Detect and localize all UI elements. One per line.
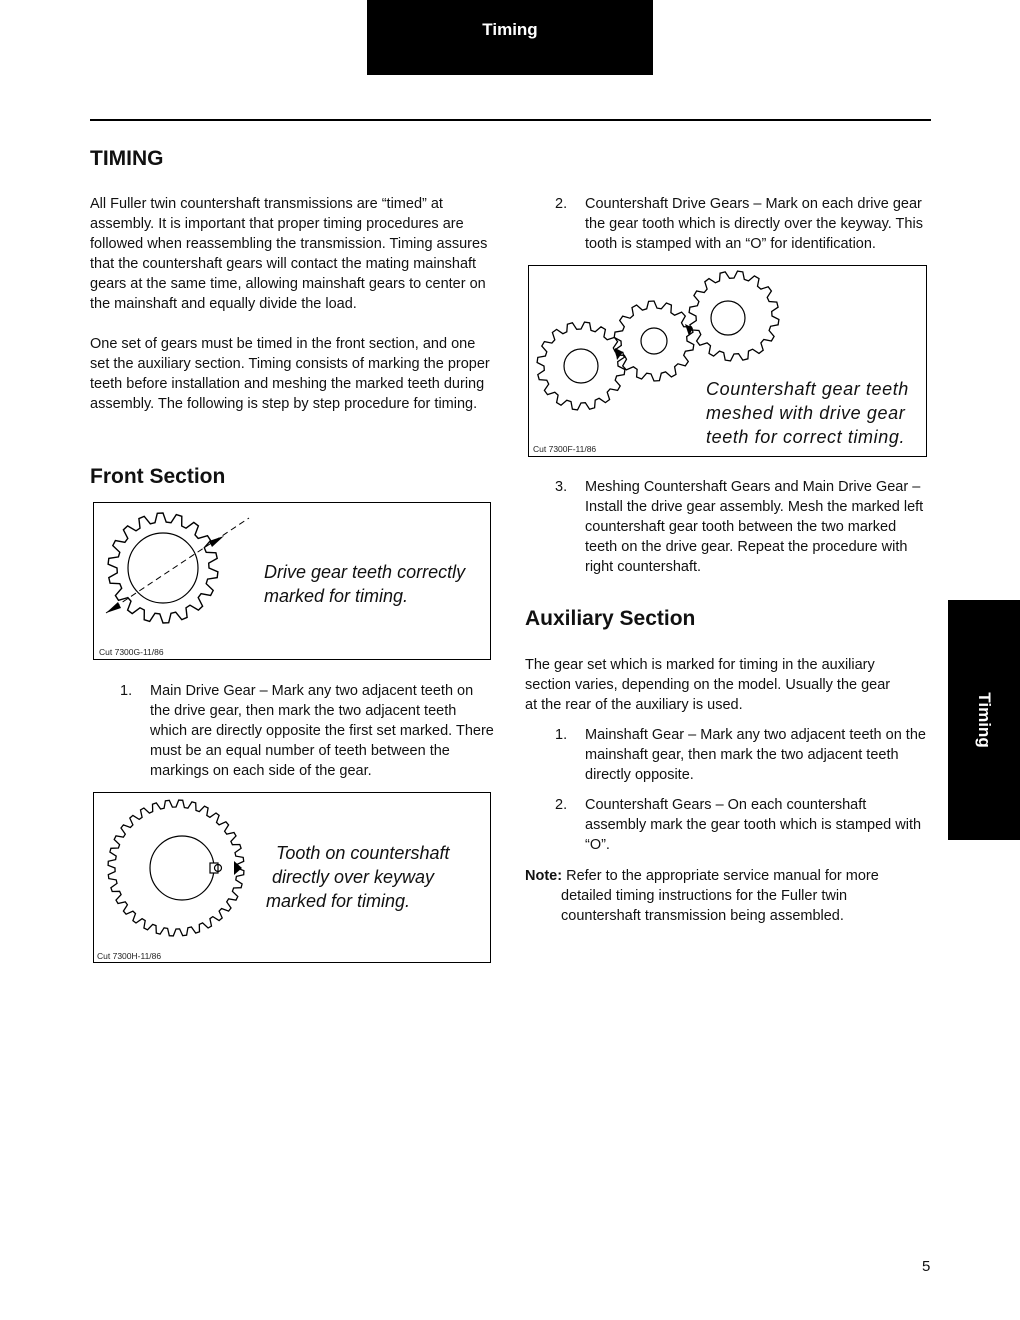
front-section-heading: Front Section — [90, 465, 226, 488]
fig2-caption-line2: directly over keyway — [272, 867, 435, 887]
note-text: Refer to the appropriate service manual for more detailed timing instructions for the Fuller twin countershaft transmission being assembled. — [561, 868, 879, 924]
fig2-caption-line3: marked for timing. — [266, 891, 411, 911]
fig2-cut-number: Cut 7300H-11/86 — [97, 951, 162, 961]
fig3-cut-number: Cut 7300F-11/86 — [533, 444, 597, 454]
fig3-caption-line3: teeth for correct timing. — [706, 427, 906, 447]
gear-outline — [108, 800, 244, 936]
header-tab — [367, 0, 653, 75]
page-number: 5 — [922, 1258, 931, 1275]
item3-text: Meshing Countershaft Gears and Main Drive Gear – Install the drive gear assembly. Mesh the marked left countershaft gear tooth between the two marked teeth on the drive gear. Repeat the procedure with right countershaft. — [585, 479, 924, 575]
auxiliary-paragraph: The gear set which is marked for timing in the auxiliary section varies, depending on the model. Usually the gear at the rear of the auxiliary is used. — [525, 657, 891, 713]
aux-item1-number: 1. — [555, 727, 568, 743]
page-title: TIMING — [90, 147, 164, 170]
fig1-caption-line2: marked for timing. — [264, 586, 409, 606]
intro-paragraph: All Fuller twin countershaft transmissions are “timed” at assembly. It is important that proper timing procedures are followed when reassembling the transmission. Timing assures that the countershaft gears will contact the mating mainshaft gears at the same time, allowing mainshaft gears to center on the mainshaft and equally divide the load. — [90, 196, 488, 312]
item3-number: 3. — [555, 479, 568, 495]
aux-item2-number: 2. — [555, 797, 568, 813]
timing-paragraph: One set of gears must be timed in the front section, and one set the auxiliary section. Timing consists of marking the proper teeth before installation and meshing the marked teeth during assembly. The following is step by step procedure for timing. — [90, 336, 490, 412]
item1-text: Main Drive Gear – Mark any two adjacent teeth on the drive gear, then mark the two adjacent teeth which are directly opposite the first set marked. There must be an equal number of teeth between the markings on each side of the gear. — [150, 683, 494, 779]
gear-outline — [614, 301, 694, 381]
side-tab-label: Timing — [975, 692, 994, 748]
fig3-caption-line2: meshed with drive gear — [706, 403, 906, 423]
note-block — [525, 866, 930, 926]
item2-text: Countershaft Drive Gears – Mark on each drive gear the gear tooth which is directly over the keyway. This tooth is stamped with an “O” for identification. — [585, 196, 923, 252]
fig1-caption-line1: Drive gear teeth correctly — [264, 562, 466, 582]
auxiliary-section-heading: Auxiliary Section — [525, 607, 696, 630]
side-tab — [948, 600, 1020, 840]
note-label: Note: — [525, 868, 563, 884]
gear-outline — [689, 271, 779, 361]
fig2-caption-line1: Tooth on countershaft — [276, 843, 450, 863]
gear-outline — [537, 322, 625, 410]
aux-item2-text: Countershaft Gears – On each countershaft assembly mark the gear tooth which is stamped with “O”. — [585, 797, 922, 853]
fig3-caption-line1: Countershaft gear teeth — [706, 379, 909, 399]
item2-number: 2. — [555, 196, 568, 212]
fig1-cut-number: Cut 7300G-11/86 — [99, 647, 164, 657]
header-rule — [90, 119, 931, 121]
aux-item1-text: Mainshaft Gear – Mark any two adjacent teeth on the mainshaft gear, then mark the two adjacent teeth directly opposite. — [585, 727, 926, 783]
figure-drive-gear — [93, 502, 491, 660]
figure-countershaft-gear — [93, 792, 491, 963]
item1-number: 1. — [120, 683, 133, 699]
gear-outline — [108, 513, 218, 623]
figure-meshed-gears — [528, 265, 927, 457]
header-tab-label: Timing — [482, 20, 538, 39]
